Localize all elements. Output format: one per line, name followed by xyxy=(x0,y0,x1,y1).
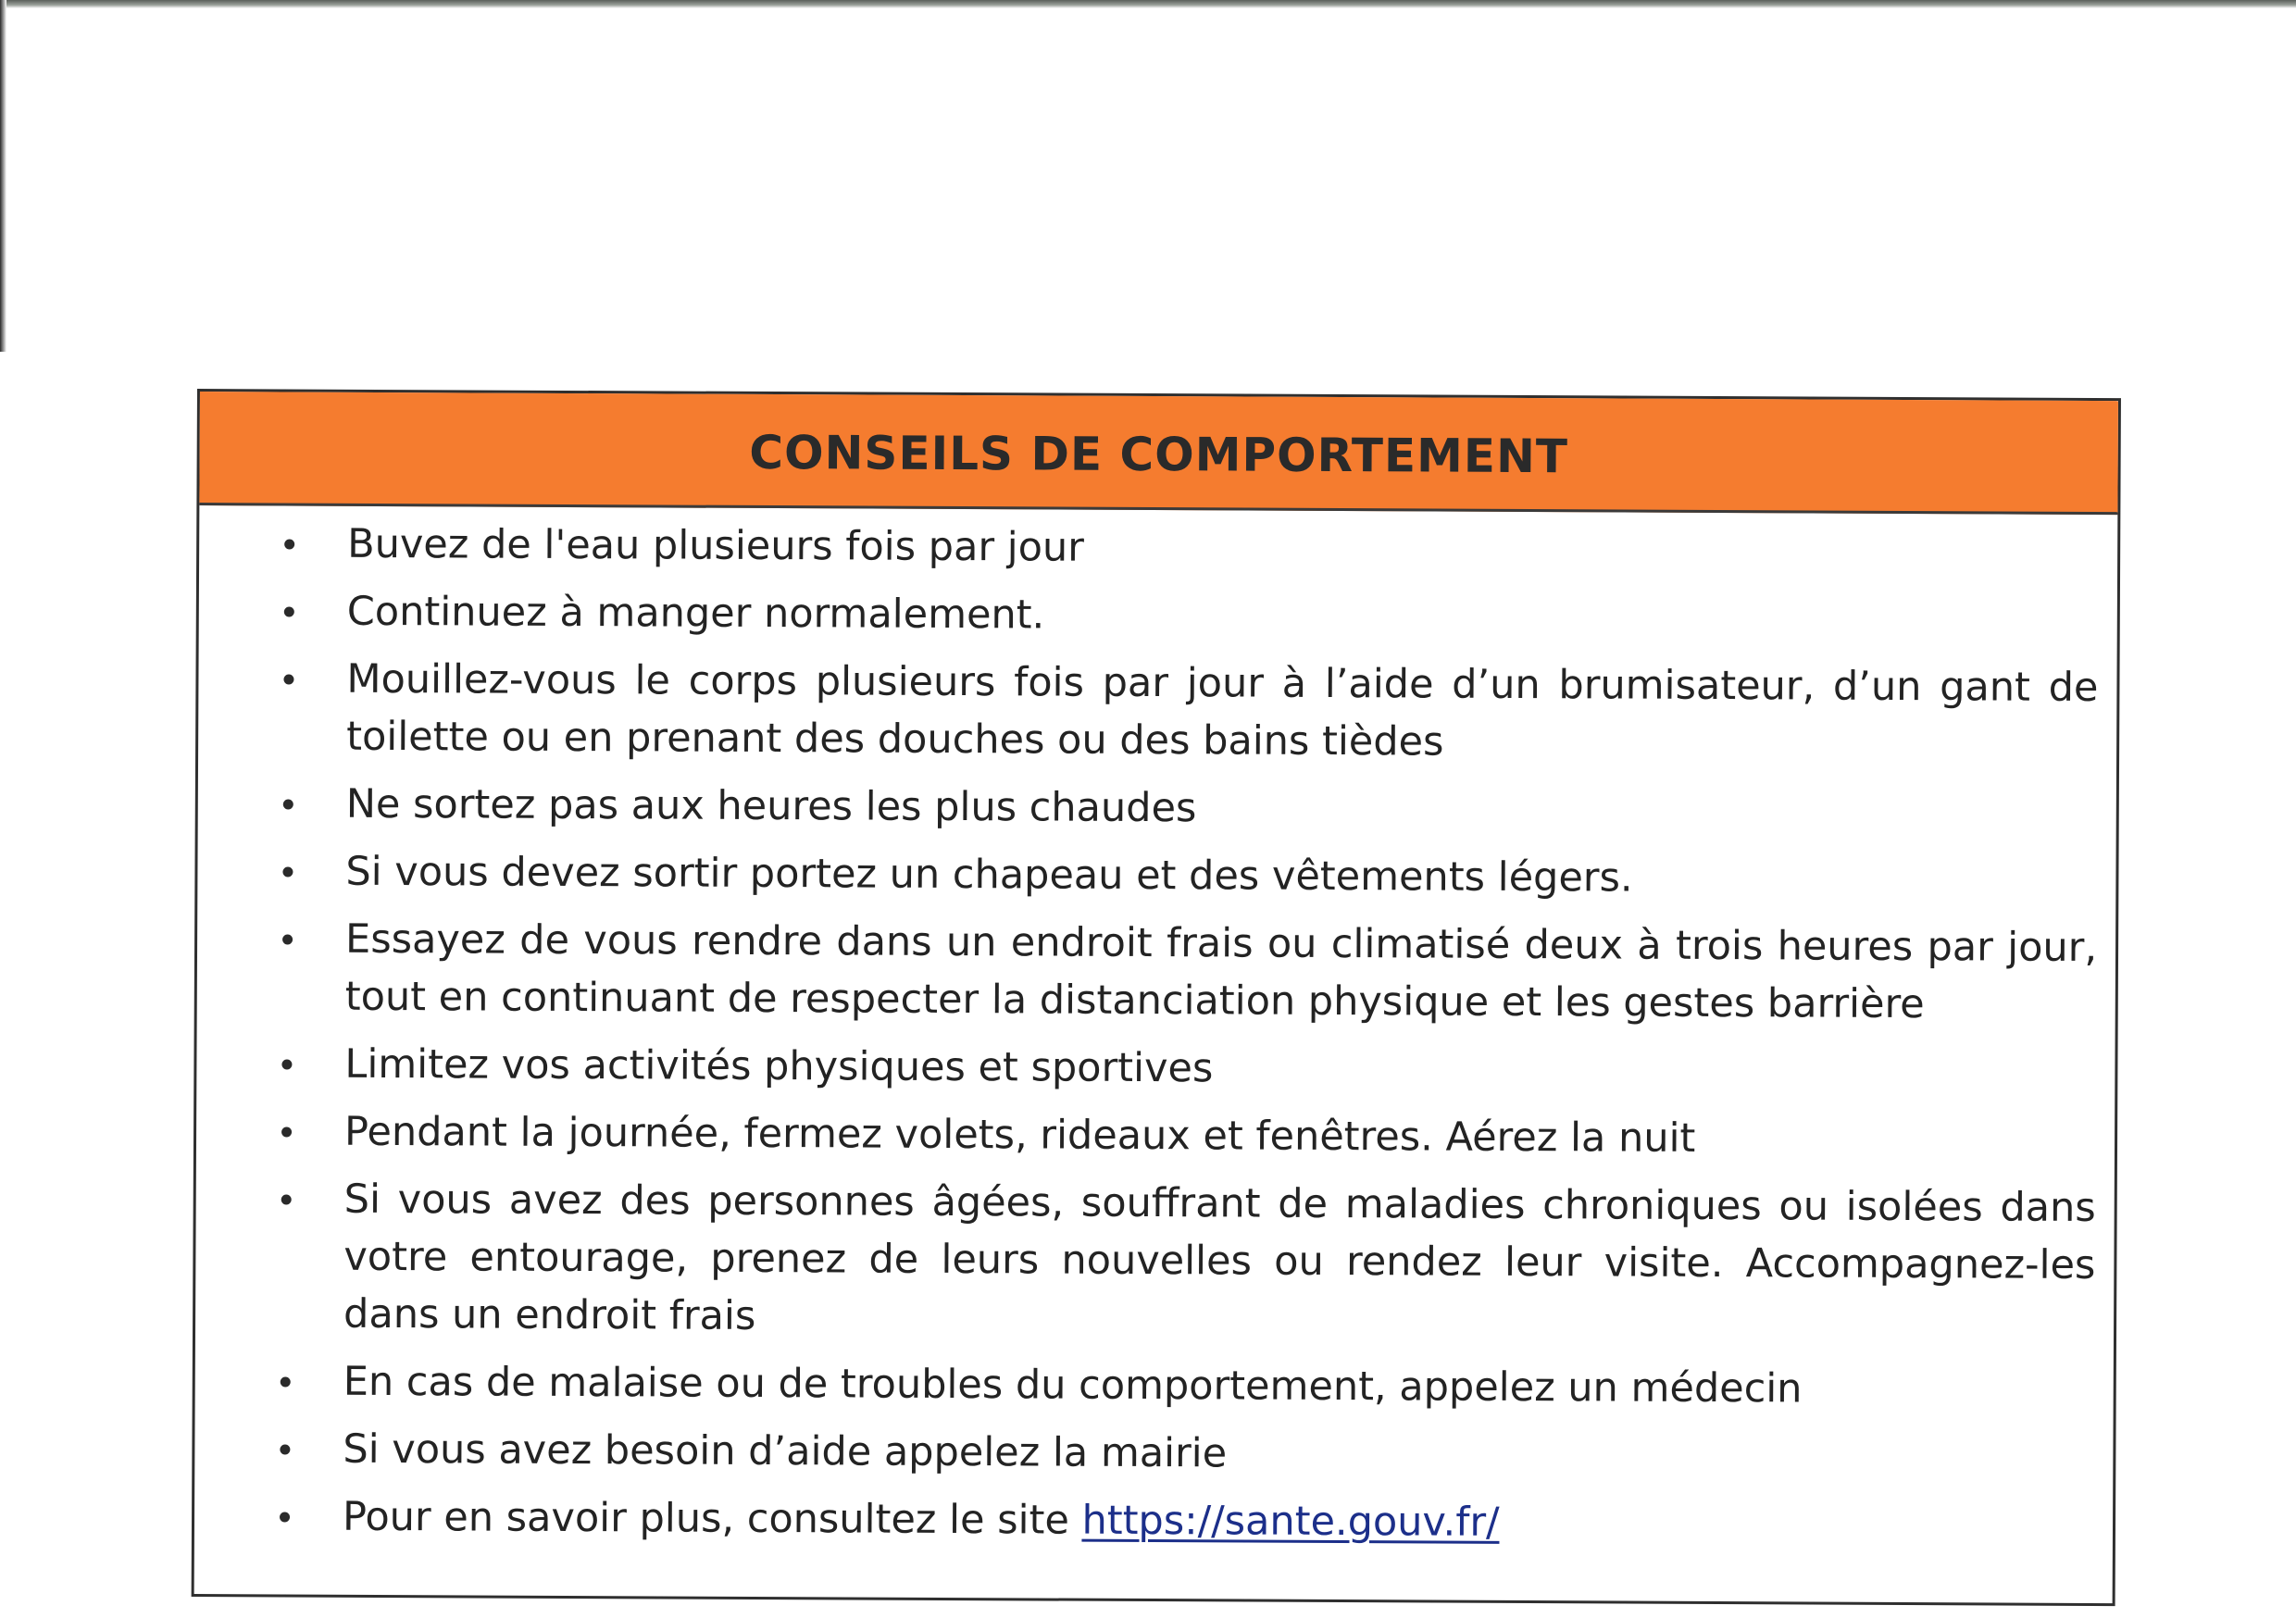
advice-item xyxy=(195,1170,2096,1351)
advice-text: Continuez à manger normalement. xyxy=(346,588,1045,639)
advice-item xyxy=(197,910,2098,1034)
advice-item xyxy=(194,1420,2094,1487)
advice-text: Pendant la journée, fermez volets, rideaux et fenêtres. Aérez la nuit xyxy=(343,1108,1696,1162)
advice-text: Limitez vos activités physiques et sportives xyxy=(344,1040,1214,1092)
advice-text: Si vous devez sortir portez un chapeau et des vêtements légers. xyxy=(345,848,1633,902)
bullet-icon xyxy=(283,674,293,684)
more-info-item xyxy=(194,1487,2094,1554)
advice-item xyxy=(198,650,2099,774)
advice-text: Essayez de vous rendre dans un endroit frais ou climatisé deux à trois heures par jour, tout en continuant de respecter la distanciation physique et les gestes barrière xyxy=(344,915,2098,1028)
advice-item xyxy=(199,582,2099,649)
advice-list xyxy=(194,505,2117,1554)
bullet-icon xyxy=(280,1444,290,1454)
bullet-icon xyxy=(282,866,293,877)
advice-item xyxy=(196,1102,2096,1169)
scan-top-edge xyxy=(0,0,2296,8)
advice-item xyxy=(198,775,2098,841)
notice-title: CONSEILS DE COMPORTEMENT xyxy=(749,425,1569,484)
bullet-icon xyxy=(281,1126,292,1137)
bullet-icon xyxy=(284,539,294,549)
notice-header xyxy=(199,392,2118,515)
bullet-icon xyxy=(281,1059,292,1069)
bullet-icon xyxy=(282,934,293,944)
advice-text: Buvez de l'eau plusieurs fois par jour xyxy=(347,520,1085,571)
advice-text: Si vous avez des personnes âgées, souffrant de maladies chroniques ou isolées dans votre entourage, prenez de leurs nouvelles ou rendez leur visite. Accompagnez-les dans un endroit frais xyxy=(343,1176,2096,1339)
bullet-icon xyxy=(280,1512,290,1522)
bullet-icon xyxy=(283,799,293,809)
more-info-text: Pour en savoir plus, consultez le site xyxy=(342,1493,1082,1544)
advice-item xyxy=(197,842,2097,909)
scan-left-edge xyxy=(0,0,6,352)
advice-text: Ne sortez pas aux heures les plus chaudes xyxy=(345,780,1197,832)
advice-notice-box xyxy=(192,389,2121,1606)
advice-item xyxy=(195,1352,2095,1419)
sante-gouv-link[interactable]: https://sante.gouv.fr/ xyxy=(1081,1497,1500,1546)
advice-text: Si vous avez besoin d’aide appelez la mairie xyxy=(343,1425,1228,1477)
bullet-icon xyxy=(284,606,294,616)
advice-text: Mouillez-vous le corps plusieurs fois par jour à l’aide d’un brumisateur, d’un gant de toilette ou en prenant des douches ou des bains tièdes xyxy=(346,655,2099,765)
advice-item xyxy=(199,515,2099,581)
advice-text: En cas de malaise ou de troubles du comportement, appelez un médecin xyxy=(343,1358,1803,1413)
advice-item xyxy=(196,1035,2096,1101)
bullet-icon xyxy=(281,1194,292,1204)
bullet-icon xyxy=(281,1376,291,1387)
